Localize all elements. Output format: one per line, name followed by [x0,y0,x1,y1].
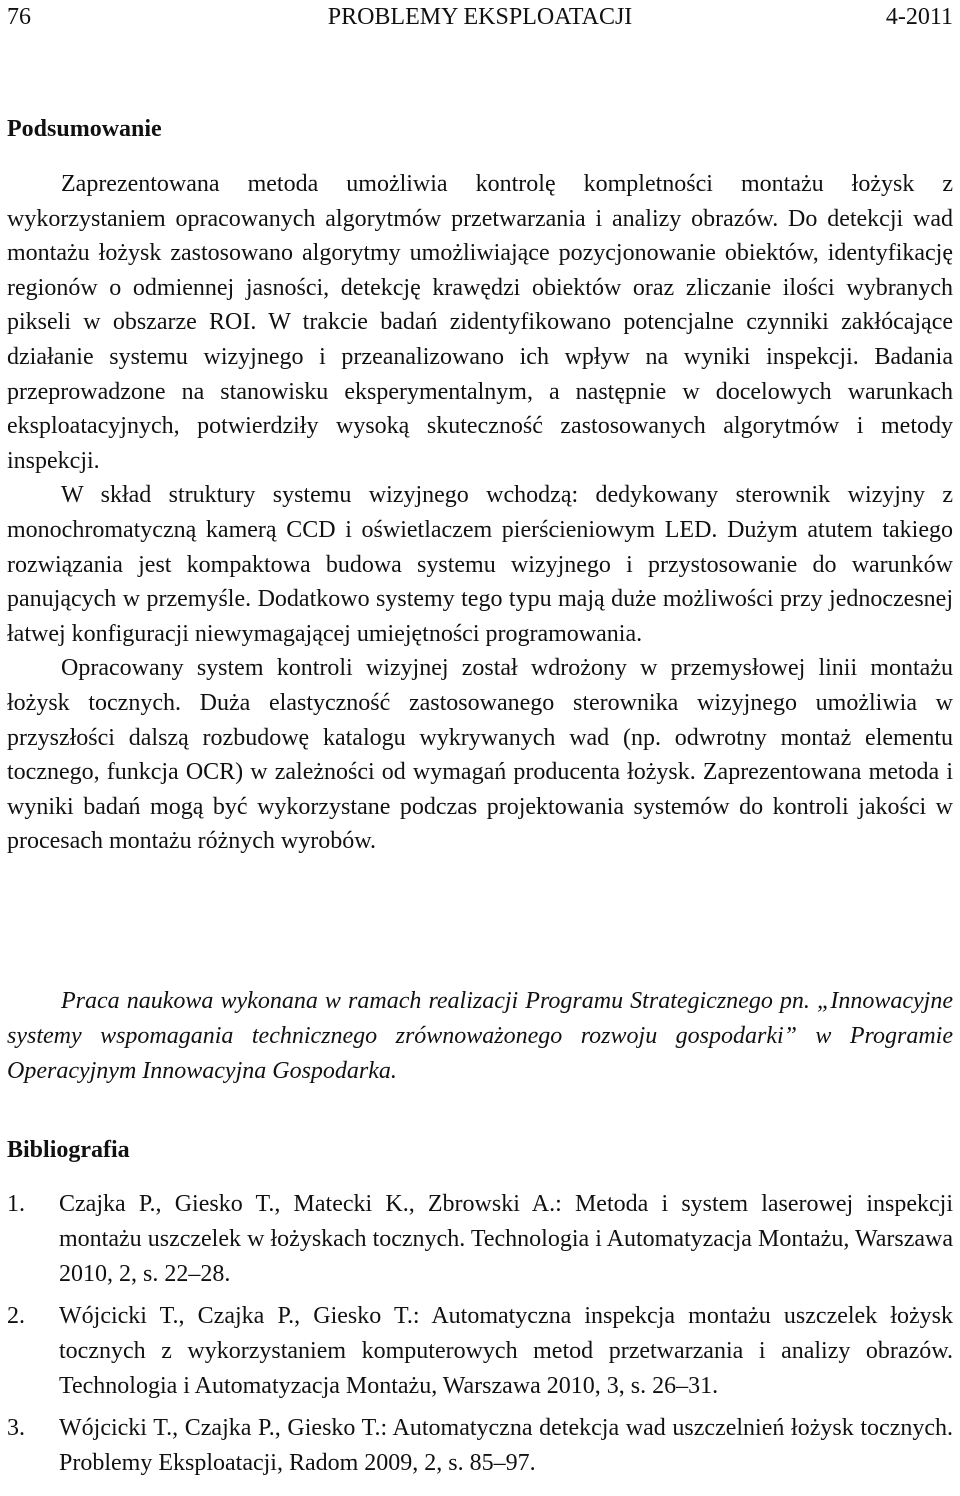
journal-title: PROBLEMY EKSPLOATACJI [327,4,633,30]
running-header [7,0,953,34]
entry-number: 1. [7,1191,25,1217]
bibliography-heading: Bibliografia [7,1137,130,1163]
summary-paragraph: Zaprezentowana metoda umożliwia kontrolę kompletności montażu łożysk z wykorzystaniem opracowanych algorytmów przetwarzania i analizy obrazów. Do detekcji wad montażu łożysk zastosowano algorytmy umożliwiające pozycjonowanie obiektów, identyfikację regionów o odmiennej jasności, detekcję krawędzi obiektów oraz zliczanie ilości wybranych pikseli w obszarze ROI. W trakcie badań zidentyfikowano potencjalne czynniki zakłócające działanie systemu wizyjnego i przeanalizowano ich wpływ na wyniki inspekcji. Badania przeprowadzone na stanowisku eksperymentalnym, a następnie w docelowych warunkach eksploatacyjnych, potwierdziły wysoką skuteczność zastosowanych algorytmów i metody inspekcji. [7,171,953,474]
entry-text: Czajka P., Giesko T., Matecki K., Zbrowski A.: Metoda i system laserowej inspekcji montażu uszczelek w łożyskach tocznych. Technologia i Automatyzacja Montażu, Warszawa 2010, 2, s. 22–28. [59,1191,953,1287]
bibliography-entry [7,1187,953,1292]
entry-number: 2. [7,1303,25,1329]
bibliography-entry [7,1411,953,1481]
entry-number: 3. [7,1415,25,1441]
summary-paragraph: Opracowany system kontroli wizyjnej został wdrożony w przemysłowej linii montażu łożysk tocznych. Duża elastyczność zastosowanego sterownika wizyjnego umożliwia w przyszłości dalszą rozbudowę katalogu wykrywanych wad (np. odwrotny montaż elementu tocznego, funkcja OCR) w zależności od wymagań producenta łożysk. Zaprezentowana metoda i wyniki badań mogą być wykorzystane podczas projektowania systemów do kontroli jakości w procesach montażu różnych wyrobów. [7,655,953,855]
entry-text: Wójcicki T., Czajka P., Giesko T.: Automatyczna detekcja wad uszczelnień łożysk tocznych. Problemy Eksploatacji, Radom 2009, 2, s. 85–97. [59,1415,953,1476]
bibliography-list [7,1187,953,1488]
issue-number: 4-2011 [885,4,953,30]
bibliography-entry [7,1299,953,1404]
page-number: 76 [7,4,31,30]
summary-heading: Podsumowanie [7,116,162,142]
summary-paragraph: W skład struktury systemu wizyjnego wchodzą: dedykowany sterownik wizyjny z monochromatyczną kamerą CCD i oświetlaczem pierścieniowym LED. Dużym atutem takiego rozwiązania jest kompaktowa budowa systemu wizyjnego i przystosowanie do warunków panujących w przemyśle. Dodatkowo systemy tego typu mają duże możliwości przy jednoczesnej łatwej konfiguracji niewymagającej umiejętności programowania. [7,482,953,647]
acknowledgement: Praca naukowa wykonana w ramach realizacji Programu Strategicznego pn. „Innowacyjne systemy wspomagania technicznego zrównoważonego rozwoju gospodarki” w Programie Operacyjnym Innowacyjna Gospodarka. [7,988,953,1084]
entry-text: Wójcicki T., Czajka P., Giesko T.: Automatyczna inspekcja montażu uszczelek łożysk tocznych z wykorzystaniem komputerowych metod przetwarzania i analizy obrazów. Technologia i Automatyzacja Montażu, Warszawa 2010, 3, s. 26–31. [59,1303,953,1399]
summary-body [7,167,953,859]
